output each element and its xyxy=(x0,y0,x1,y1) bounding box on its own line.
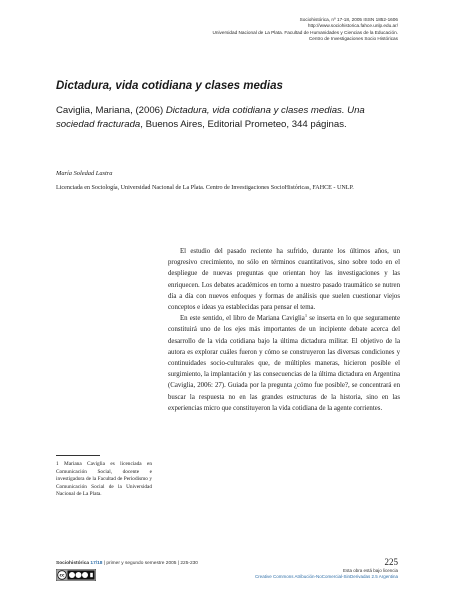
citation-book-title: Dictadura, vida cotidiana y clases medias. Una sociedad fracturada xyxy=(56,105,365,130)
page-number: 225 xyxy=(384,557,398,567)
reviewer-affiliation: Licenciada en Sociología, Universidad Nacional de La Plata. Centro de Investigaciones SocioHistóricas, FAHCE - UNLP. xyxy=(56,185,354,191)
journal-header xyxy=(212,17,398,42)
footnote-1: 1 Mariana Caviglia es licenciada en Comunicación Social, docente e investigadora de la Facultad de Periodismo y Comunicación Social de la Universidad Nacional de La Plata. xyxy=(56,461,152,498)
license-line: Esta obra está bajo licencia xyxy=(342,568,398,573)
book-citation xyxy=(56,104,402,131)
header-journal-issue: Sociohistórica, nº 17-18, 2005 ISSN 1852-1606 xyxy=(299,17,398,22)
creative-commons-badge-icon[interactable] xyxy=(56,569,96,581)
header-university: Universidad Nacional de La Plata. Facultad de Humanidades y Ciencias de la Educación. xyxy=(212,29,398,35)
paragraph-2-rest: se inserta en lo que seguramente constituirá uno de los ejes más importantes de un incipiente debate acerca del desarrollo de la vida cotidiana bajo la última dictadura militar. El objetivo de la autora es explorar cuáles fueron y cómo se construyeron las diversas condiciones y continuidades socio-culturales que, de múltiples maneras, hicieron posible el surgimiento, la implantación y las consecuencias de la última dictadura en Argentina (Caviglia, 2006: 27). Guiada por la pregunta ¿cómo fue posible?, se concentrará en buscar la respuesta no en las grandes estructuras de la historia, sino en las experiencias micro que constituyeron la vida cotidiana de la agente corrientes. xyxy=(168,315,400,412)
header-url[interactable]: http://www.sociohistorica.fahce.unlp.edu.ar/ xyxy=(307,23,398,29)
paragraph-1: El estudio del pasado reciente ha sufrido, durante los últimos años, un progresivo crecimiento, no sólo en términos cuantitativos, sino sobre todo en el despliegue de nuevas preguntas que orientan hoy las investigaciones y las enriquecen. Los debates académicos en torno a nuestro pasado traumático se nutren día a día con nuevos enfoques y formas de análisis que suelen cuestionar viejos conceptos e ideas ya establecidas para pensar el tema. xyxy=(168,248,400,312)
paragraph-2-start: En este sentido, el libro de Mariana Caviglia xyxy=(180,315,305,323)
review-body xyxy=(168,246,400,414)
license-link[interactable]: Creative Commons Atribución-NoComercial-SinDerivadas 2.5 Argentina xyxy=(254,574,398,579)
paragraph-2 xyxy=(168,313,400,414)
license-notice xyxy=(255,568,398,580)
article-title: Dictadura, vida cotidiana y clases medias xyxy=(56,80,283,92)
footer-date-pages: | primer y segundo semestre 2005 | 225-230 xyxy=(102,561,198,566)
footnote-marker[interactable]: 1 xyxy=(304,313,308,319)
footer-journal-info xyxy=(56,561,198,566)
header-centre: Centro de Investigaciones Socio Históricas xyxy=(308,35,398,41)
footer-brand: Sociohistórica xyxy=(56,561,90,566)
citation-authors: Caviglia, Mariana, (2006) xyxy=(56,105,166,116)
footer-issue: 17/18 xyxy=(90,561,103,566)
svg-text:cc: cc xyxy=(59,572,65,578)
citation-publisher: , Buenos Aires, Editorial Prometeo, 344 páginas. xyxy=(140,118,347,130)
footnote-divider xyxy=(56,455,100,456)
reviewer-name: María Soledad Lastra xyxy=(56,170,113,177)
